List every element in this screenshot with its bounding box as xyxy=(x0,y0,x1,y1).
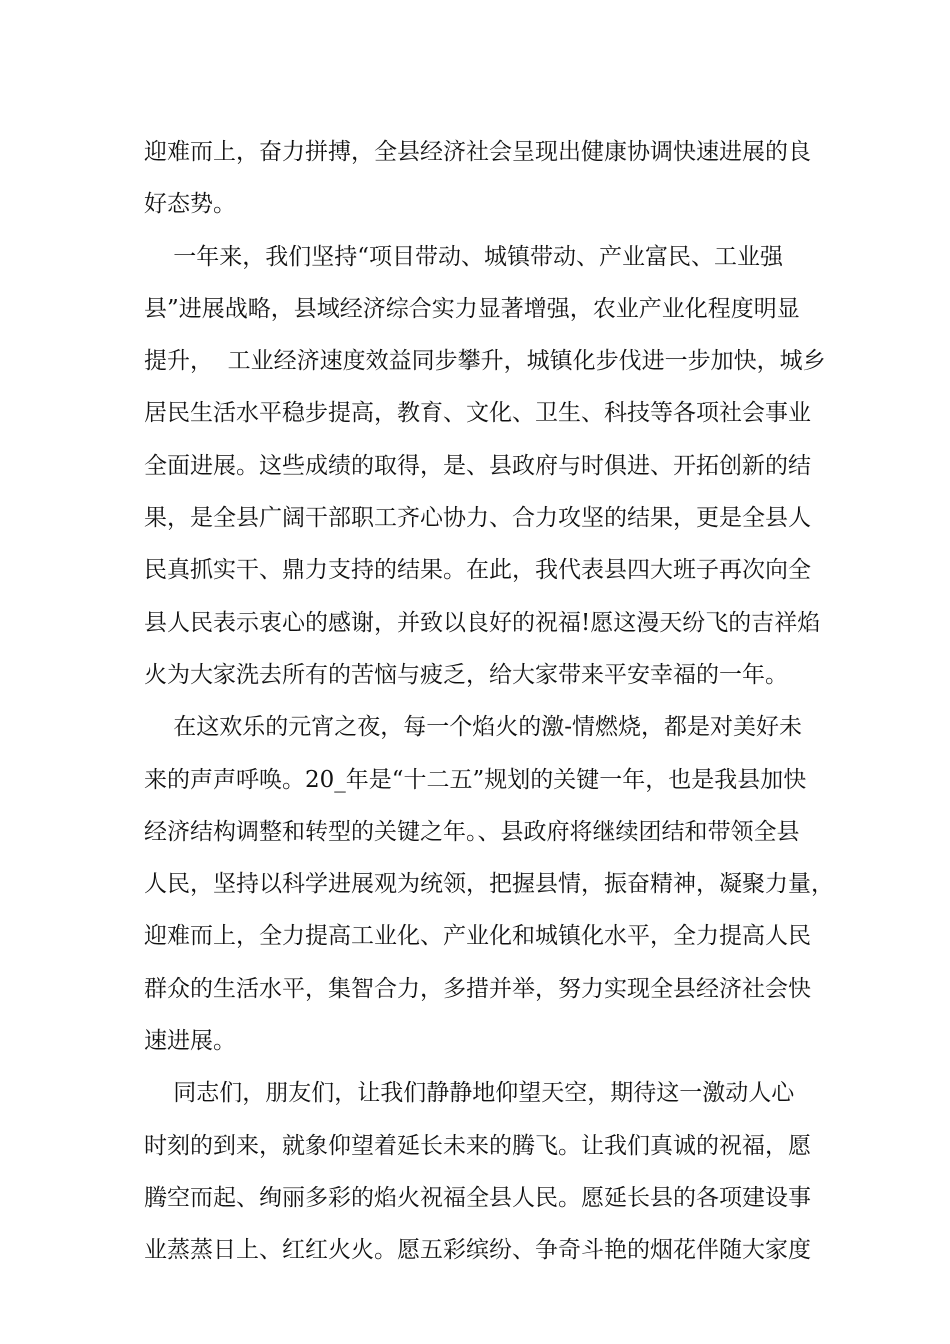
paragraph-3 xyxy=(144,701,834,1067)
text-line: 居民生活水平稳步提高，教育、文化、卫生、科技等各项社会事业 xyxy=(144,400,811,427)
text-line: 一年来，我们坚持“项目带动、城镇带动、产业富民、工业强 xyxy=(144,243,784,270)
text-line: 来的声声呼唤。20_年是“十二五”规划的关键一年，也是我县加快 xyxy=(144,766,807,793)
text-line: 业蒸蒸日上、红红火火。愿五彩缤纷、争奇斗艳的烟花伴随大家度 xyxy=(144,1237,811,1264)
text-line: 人民，坚持以科学进展观为统领，把握县情，振奋精神，凝聚力量， xyxy=(144,871,834,898)
text-line: 好态势。 xyxy=(144,191,236,218)
text-line: 在这欢乐的元宵之夜，每一个焰火的激-情燃烧，都是对美好未 xyxy=(144,714,803,741)
text-line: 腾空而起、绚丽多彩的焰火祝福全县人民。愿延长县的各项建设事 xyxy=(144,1184,811,1211)
text-line: 全面进展。这些成绩的取得，是、县政府与时俱进、开拓创新的结 xyxy=(144,452,811,479)
paragraph-4 xyxy=(144,1067,834,1276)
text-line: 同志们，朋友们，让我们静静地仰望天空，期待这一激动人心 xyxy=(144,1080,795,1107)
paragraph-2 xyxy=(144,231,834,702)
text-line: 火为大家洗去所有的苦恼与疲乏，给大家带来平安幸福的一年。 xyxy=(144,661,788,688)
text-line: 县人民表示衷心的感谢，并致以良好的祝福!愿这漫天纷飞的吉祥焰 xyxy=(144,609,821,636)
document-body xyxy=(144,126,834,1277)
text-line: 迎难而上，奋力拼搏，全县经济社会呈现出健康协调快速进展的良 xyxy=(144,139,811,165)
text-line: 速进展。 xyxy=(144,1028,236,1055)
text-line: 迎难而上，全力提高工业化、产业化和城镇化水平，全力提高人民 xyxy=(144,923,811,950)
text-line: 果，是全县广阔干部职工齐心协力、合力攻坚的结果，更是全县人 xyxy=(144,505,811,532)
text-line: 提升， 工业经济速度效益同步攀升，城镇化步伐进一步加快，城乡 xyxy=(144,348,826,375)
paragraph-1 xyxy=(144,126,834,231)
text-line: 时刻的到来，就象仰望着延长未来的腾飞。让我们真诚的祝福，愿 xyxy=(144,1132,811,1159)
text-line: 县”进展战略，县域经济综合实力显著增强，农业产业化程度明显 xyxy=(144,295,800,322)
text-line: 经济结构调整和转型的关键之年。、县政府将继续团结和带领全县 xyxy=(144,818,800,845)
text-line: 民真抓实干、鼎力支持的结果。在此，我代表县四大班子再次向全 xyxy=(144,557,811,584)
text-line: 群众的生活水平，集智合力，多措并举，努力实现全县经济社会快 xyxy=(144,975,811,1002)
